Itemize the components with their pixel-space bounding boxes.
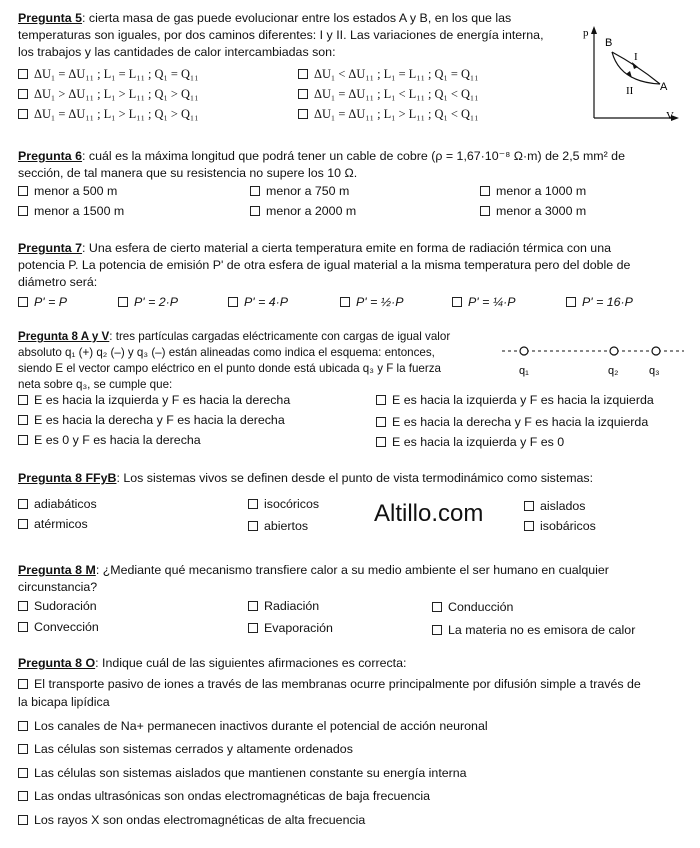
checkbox[interactable] [18,744,28,754]
checkbox[interactable] [18,601,28,611]
q3-label: q₃ [649,365,660,377]
checkbox[interactable] [18,89,28,99]
q8av-option-1[interactable]: E es hacia la izquierda y F es hacia la derecha [18,392,290,408]
q8m-heading: Pregunta 8 M [18,563,96,577]
q8o-option-1[interactable]: El transporte pasivo de iones a través de las membranas ocurre principalmente por difusión simple a través de [18,676,641,692]
checkbox[interactable] [18,69,28,79]
checkbox[interactable] [18,622,28,632]
checkbox[interactable] [480,186,490,196]
q8av-option-5[interactable]: E es hacia la derecha y F es hacia la izquierda [376,414,648,430]
q8ffyb-option-3[interactable]: isocóricos [248,496,319,512]
q6-option-1[interactable]: menor a 500 m [18,183,117,199]
q8av-text4: neta sobre q₃, se cumple que: [18,378,173,391]
checkbox[interactable] [250,186,260,196]
q8ffyb-option-4[interactable]: abiertos [248,518,308,534]
state-b-label: B [605,37,613,49]
q8m-option-2[interactable]: Convección [18,619,99,635]
altillo-logo: Altillo.com [374,500,484,527]
q7-text3: diámetro será: [18,275,98,289]
checkbox[interactable] [524,501,534,511]
p-axis-label: p [583,27,589,39]
charges-diagram [500,340,686,380]
checkbox[interactable] [118,297,128,307]
q8av-option-6[interactable]: E es hacia la izquierda y F es 0 [376,434,564,450]
checkbox[interactable] [248,601,258,611]
q2-label: q₂ [608,365,619,377]
checkbox[interactable] [18,679,28,689]
q8av-line1 [18,328,450,345]
checkbox[interactable] [18,415,28,425]
q5-option-6[interactable]: ΔU₁ = ΔU₁₁ ; L₁ > L₁₁ ; Q₁ < Q₁₁ [298,106,479,122]
checkbox[interactable] [250,206,260,216]
q8ffyb-option-1[interactable]: adiabáticos [18,496,97,512]
q8o-option-2[interactable]: Los canales de Na+ permanecen inactivos durante el potencial de acción neuronal [18,718,488,734]
checkbox[interactable] [18,519,28,529]
checkbox[interactable] [18,206,28,216]
q8m-option-3[interactable]: Radiación [248,598,319,614]
checkbox[interactable] [248,499,258,509]
q8m-option-1[interactable]: Sudoración [18,598,97,614]
q8o-option-5[interactable]: Las ondas ultrasónicas son ondas electromagnéticas de baja frecuencia [18,788,430,804]
checkbox[interactable] [524,521,534,531]
q5-text3: los trabajos y las cantidades de calor intercambiadas son: [18,45,336,59]
checkbox[interactable] [248,623,258,633]
q7-option-4[interactable]: P' = ½·P [340,294,403,310]
q6-option-2[interactable]: menor a 750 m [250,183,349,199]
q8ffyb-line1 [18,470,593,487]
q5-text1: : cierta masa de gas puede evolucionar entre los estados A y B, en los que las [82,11,512,25]
checkbox[interactable] [452,297,462,307]
q5-heading: Pregunta 5 [18,11,83,25]
q8av-text3: siendo E el vector campo eléctrico en el punto donde está ubicada q₃ y F la fuerza [18,362,441,375]
checkbox[interactable] [18,109,28,119]
checkbox[interactable] [432,602,442,612]
checkbox[interactable] [298,109,308,119]
q8av-text1: : tres partículas cargadas eléctricamente con cargas de igual valor [109,330,451,343]
q5-option-2[interactable]: ΔU₁ > ΔU₁₁ ; L₁ > L₁₁ ; Q₁ > Q₁₁ [18,86,199,102]
checkbox[interactable] [298,69,308,79]
q8av-option-3[interactable]: E es 0 y F es hacia la derecha [18,432,201,448]
checkbox[interactable] [376,437,386,447]
checkbox[interactable] [432,625,442,635]
path-i-label: I [634,51,638,63]
q8m-text1: : ¿Mediante qué mecanismo transfiere calor a su medio ambiente el ser humano en cualquier [95,563,609,577]
q6-line1 [18,148,625,165]
q8m-line1 [18,562,609,579]
q8ffyb-heading: Pregunta 8 FFyB [18,471,117,485]
q6-option-6[interactable]: menor a 3000 m [480,203,586,219]
checkbox[interactable] [480,206,490,216]
q8o-line1 [18,655,406,672]
checkbox[interactable] [18,791,28,801]
pv-diagram [580,22,680,126]
q8av-option-4[interactable]: E es hacia la izquierda y F es hacia la izquierda [376,392,654,408]
q5-option-1[interactable]: ΔU₁ = ΔU₁₁ ; L₁ = L₁₁ ; Q₁ = Q₁₁ [18,66,199,82]
checkbox[interactable] [18,435,28,445]
charge-q2 [610,347,618,355]
checkbox[interactable] [228,297,238,307]
q5-line1 [18,10,511,27]
q8m-option-6[interactable]: La materia no es emisora de calor [432,622,635,638]
q5-option-3[interactable]: ΔU₁ = ΔU₁₁ ; L₁ > L₁₁ ; Q₁ > Q₁₁ [18,106,199,122]
q8ffyb-option-6[interactable]: isobáricos [524,518,596,534]
q8ffyb-option-5[interactable]: aislados [524,498,585,514]
q8av-text2: absoluto q₁ (+) q₂ (–) y q₃ (–) están alineadas como indica el esquema: entonces, [18,346,435,359]
q8o-option-4[interactable]: Las células son sistemas aislados que mantienen constante su energía interna [18,765,467,781]
q7-option-2[interactable]: P' = 2·P [118,294,178,310]
q7-text1: : Una esfera de cierto material a cierta temperatura emite en forma de radiación térmica con una [82,241,611,255]
q8m-option-4[interactable]: Evaporación [248,620,333,636]
checkbox[interactable] [18,499,28,509]
q6-text1: : cuál es la máxima longitud que podrá tener un cable de cobre (ρ = 1,67·10⁻⁸ Ω·m) de 2,5 mm² de [82,149,625,163]
q7-option-5[interactable]: P' = ¼·P [452,294,515,310]
q6-text2: sección, de tal manera que su resistencia no supere los 10 Ω. [18,166,358,180]
q8m-option-5[interactable]: Conducción [432,599,513,615]
q6-heading: Pregunta 6 [18,149,83,163]
checkbox[interactable] [566,297,576,307]
q7-line1 [18,240,611,257]
v-axis-label: V [666,110,674,122]
q5-option-5[interactable]: ΔU₁ = ΔU₁₁ ; L₁ < L₁₁ ; Q₁ < Q₁₁ [298,86,479,102]
q7-text2: potencia P. La potencia de emisión P' de otra esfera de igual material a la misma temperatura pero del doble de [18,258,631,272]
q7-heading: Pregunta 7 [18,241,83,255]
q8o-option-6[interactable]: Los rayos X son ondas electromagnéticas de alta frecuencia [18,812,365,828]
q6-option-3[interactable]: menor a 1000 m [480,183,586,199]
q1-label: q₁ [519,365,529,377]
checkbox[interactable] [18,768,28,778]
checkbox[interactable] [18,297,28,307]
q6-option-5[interactable]: menor a 2000 m [250,203,356,219]
q8ffyb-option-2[interactable]: atérmicos [18,516,88,532]
checkbox[interactable] [376,395,386,405]
charge-q3 [652,347,660,355]
q7-option-1[interactable]: P' = P [18,294,67,310]
q7-option-6[interactable]: P' = 16·P [566,294,633,310]
q8o-option-1-cont: la bicapa lipídica [18,695,110,709]
checkbox[interactable] [340,297,350,307]
q8o-heading: Pregunta 8 O [18,656,96,670]
checkbox[interactable] [18,186,28,196]
checkbox[interactable] [248,521,258,531]
q5-text2: temperaturas son iguales, por dos caminos diferentes: I y II. Las variaciones de energía interna, [18,28,544,42]
checkbox[interactable] [376,417,386,427]
q7-option-3[interactable]: P' = 4·P [228,294,288,310]
q8o-text1: : Indique cuál de las siguientes afirmaciones es correcta: [95,656,407,670]
path-ii-label: II [626,85,634,97]
q8av-option-2[interactable]: E es hacia la derecha y F es hacia la derecha [18,412,285,428]
checkbox[interactable] [18,395,28,405]
q5-option-4[interactable]: ΔU₁ < ΔU₁₁ ; L₁ = L₁₁ ; Q₁ = Q₁₁ [298,66,479,82]
checkbox[interactable] [18,815,28,825]
q8av-heading: Pregunta 8 A y V [18,330,110,343]
q8o-option-3[interactable]: Las células son sistemas cerrados y altamente ordenados [18,741,353,757]
checkbox[interactable] [298,89,308,99]
q8m-text2: circunstancia? [18,580,98,594]
state-a-label: A [660,81,668,93]
q8ffyb-text1: : Los sistemas vivos se definen desde el punto de vista termodinámico como sistemas: [116,471,594,485]
charge-q1 [520,347,528,355]
checkbox[interactable] [18,721,28,731]
q6-option-4[interactable]: menor a 1500 m [18,203,124,219]
